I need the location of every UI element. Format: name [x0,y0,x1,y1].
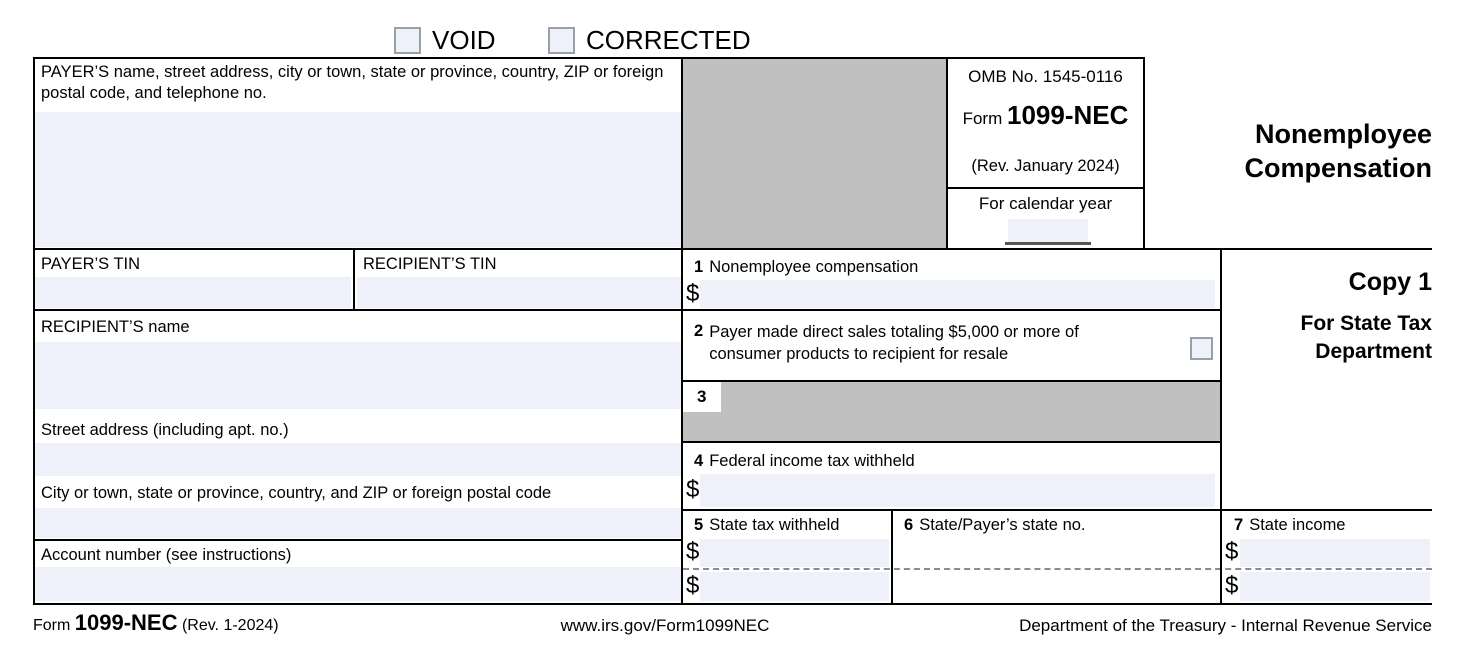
box4-label [694,451,915,472]
form-title-line2: Compensation [1244,153,1432,183]
shaded-top-area [683,59,946,248]
footer-form-word: Form [33,617,71,634]
box5-row2-input[interactable] [700,572,889,601]
payer-tin-input[interactable] [35,277,351,308]
copy-for-line2: Department [1315,340,1432,363]
recipient-name-input[interactable] [35,342,681,409]
box1-dollar-sign: $ [686,280,700,307]
account-row-top-line [33,539,683,541]
box4-bottom-line [683,509,1432,511]
box2-label-line2: consumer products to recipient for resale [709,345,1009,363]
box3-number: 3 [697,387,707,406]
void-label: VOID [432,25,496,55]
state-row-dashed-divider [683,568,1432,570]
omb-box-divider [946,187,1145,189]
box7-label [1234,515,1346,536]
box6-number: 6 [904,516,914,534]
border-left [33,57,35,605]
box2-label-line1: Payer made direct sales totaling $5,000 or more of [709,323,1079,341]
left-middle-divider [681,57,683,605]
payer-tin-label: PAYER’S TIN [41,255,141,273]
box2-checkbox[interactable] [1190,337,1213,360]
middle-right-divider [1220,248,1222,605]
account-number-label: Account number (see instructions) [41,546,292,564]
street-address-label: Street address (including apt. no.) [41,421,289,439]
box5-row1-input[interactable] [700,539,889,567]
box6-label-text: State/Payer’s state no. [919,516,1086,534]
box5-row1-dollar-sign: $ [686,538,700,565]
city-label: City or town, state or province, country, and ZIP or foreign postal code [41,484,552,502]
box6-label [904,515,1086,536]
omb-number: OMB No. 1545-0116 [968,67,1123,86]
box4-amount-input[interactable] [700,474,1215,507]
box5-box6-divider [891,509,893,605]
box1-amount-input[interactable] [700,280,1215,308]
box7-label-text: State income [1249,516,1346,534]
box7-row2-input[interactable] [1240,572,1430,601]
tin-row-bottom-line [33,309,1222,311]
box7-number: 7 [1234,516,1244,534]
form-number-block [946,100,1145,130]
row1-bottom-line [33,248,1432,250]
payer-info-input[interactable] [35,112,681,247]
box1-label [694,257,918,278]
revision-label: (Rev. January 2024) [971,157,1120,175]
form-title-line1: Nonemployee [1254,119,1432,149]
box5-label-text: State tax withheld [709,516,840,534]
box4-number: 4 [694,452,704,470]
box1-label-text: Nonemployee compensation [709,258,919,276]
box6-row1-input[interactable] [905,539,1215,567]
box3-shaded-area [683,382,1220,441]
box5-row2-dollar-sign: $ [686,572,700,599]
recipient-name-label: RECIPIENT’S name [41,318,190,336]
footer-website: www.irs.gov/Form1099NEC [560,616,770,635]
box1-number: 1 [694,258,704,276]
box2-bottom-line [683,380,1222,382]
footer-form-id [33,612,279,636]
recipient-tin-label: RECIPIENT’S TIN [363,255,497,273]
box6-row2-input[interactable] [905,572,1215,601]
copy-for-line1: For State Tax [1300,312,1432,335]
recipient-tin-input[interactable] [357,277,681,308]
box5-label [694,515,839,536]
box7-row1-input[interactable] [1240,539,1430,567]
box2-number: 2 [694,322,704,340]
corrected-checkbox[interactable] [548,27,575,54]
footer-revision: (Rev. 1-2024) [181,617,279,634]
form-number: 1099-NEC [1007,100,1129,130]
void-checkbox[interactable] [394,27,421,54]
payer-info-label: PAYER’S name, street address, city or town, state or province, country, ZIP or foreign postal code, and telephone no. [41,63,664,102]
calendar-year-underline [1005,242,1091,245]
box4-label-text: Federal income tax withheld [709,452,915,470]
box3-bottom-line [683,441,1222,443]
account-number-input[interactable] [35,567,681,601]
box4-dollar-sign: $ [686,476,700,503]
form-word: Form [962,109,1003,128]
footer-agency: Department of the Treasury - Internal Revenue Service [1019,616,1432,635]
tin-divider-line [353,248,355,310]
box7-row1-dollar-sign: $ [1225,538,1239,565]
street-address-input[interactable] [35,443,681,476]
border-bottom [33,603,1432,605]
copy-label: Copy 1 [1348,268,1432,296]
calendar-year-label: For calendar year [978,194,1113,213]
border-top [33,57,1145,59]
box5-number: 5 [694,516,704,534]
box2-label [694,321,1079,365]
footer-form-number: 1099-NEC [74,610,178,635]
box7-row2-dollar-sign: $ [1225,572,1239,599]
city-input[interactable] [35,508,681,538]
corrected-label: CORRECTED [586,25,751,55]
calendar-year-input[interactable] [1008,219,1088,242]
